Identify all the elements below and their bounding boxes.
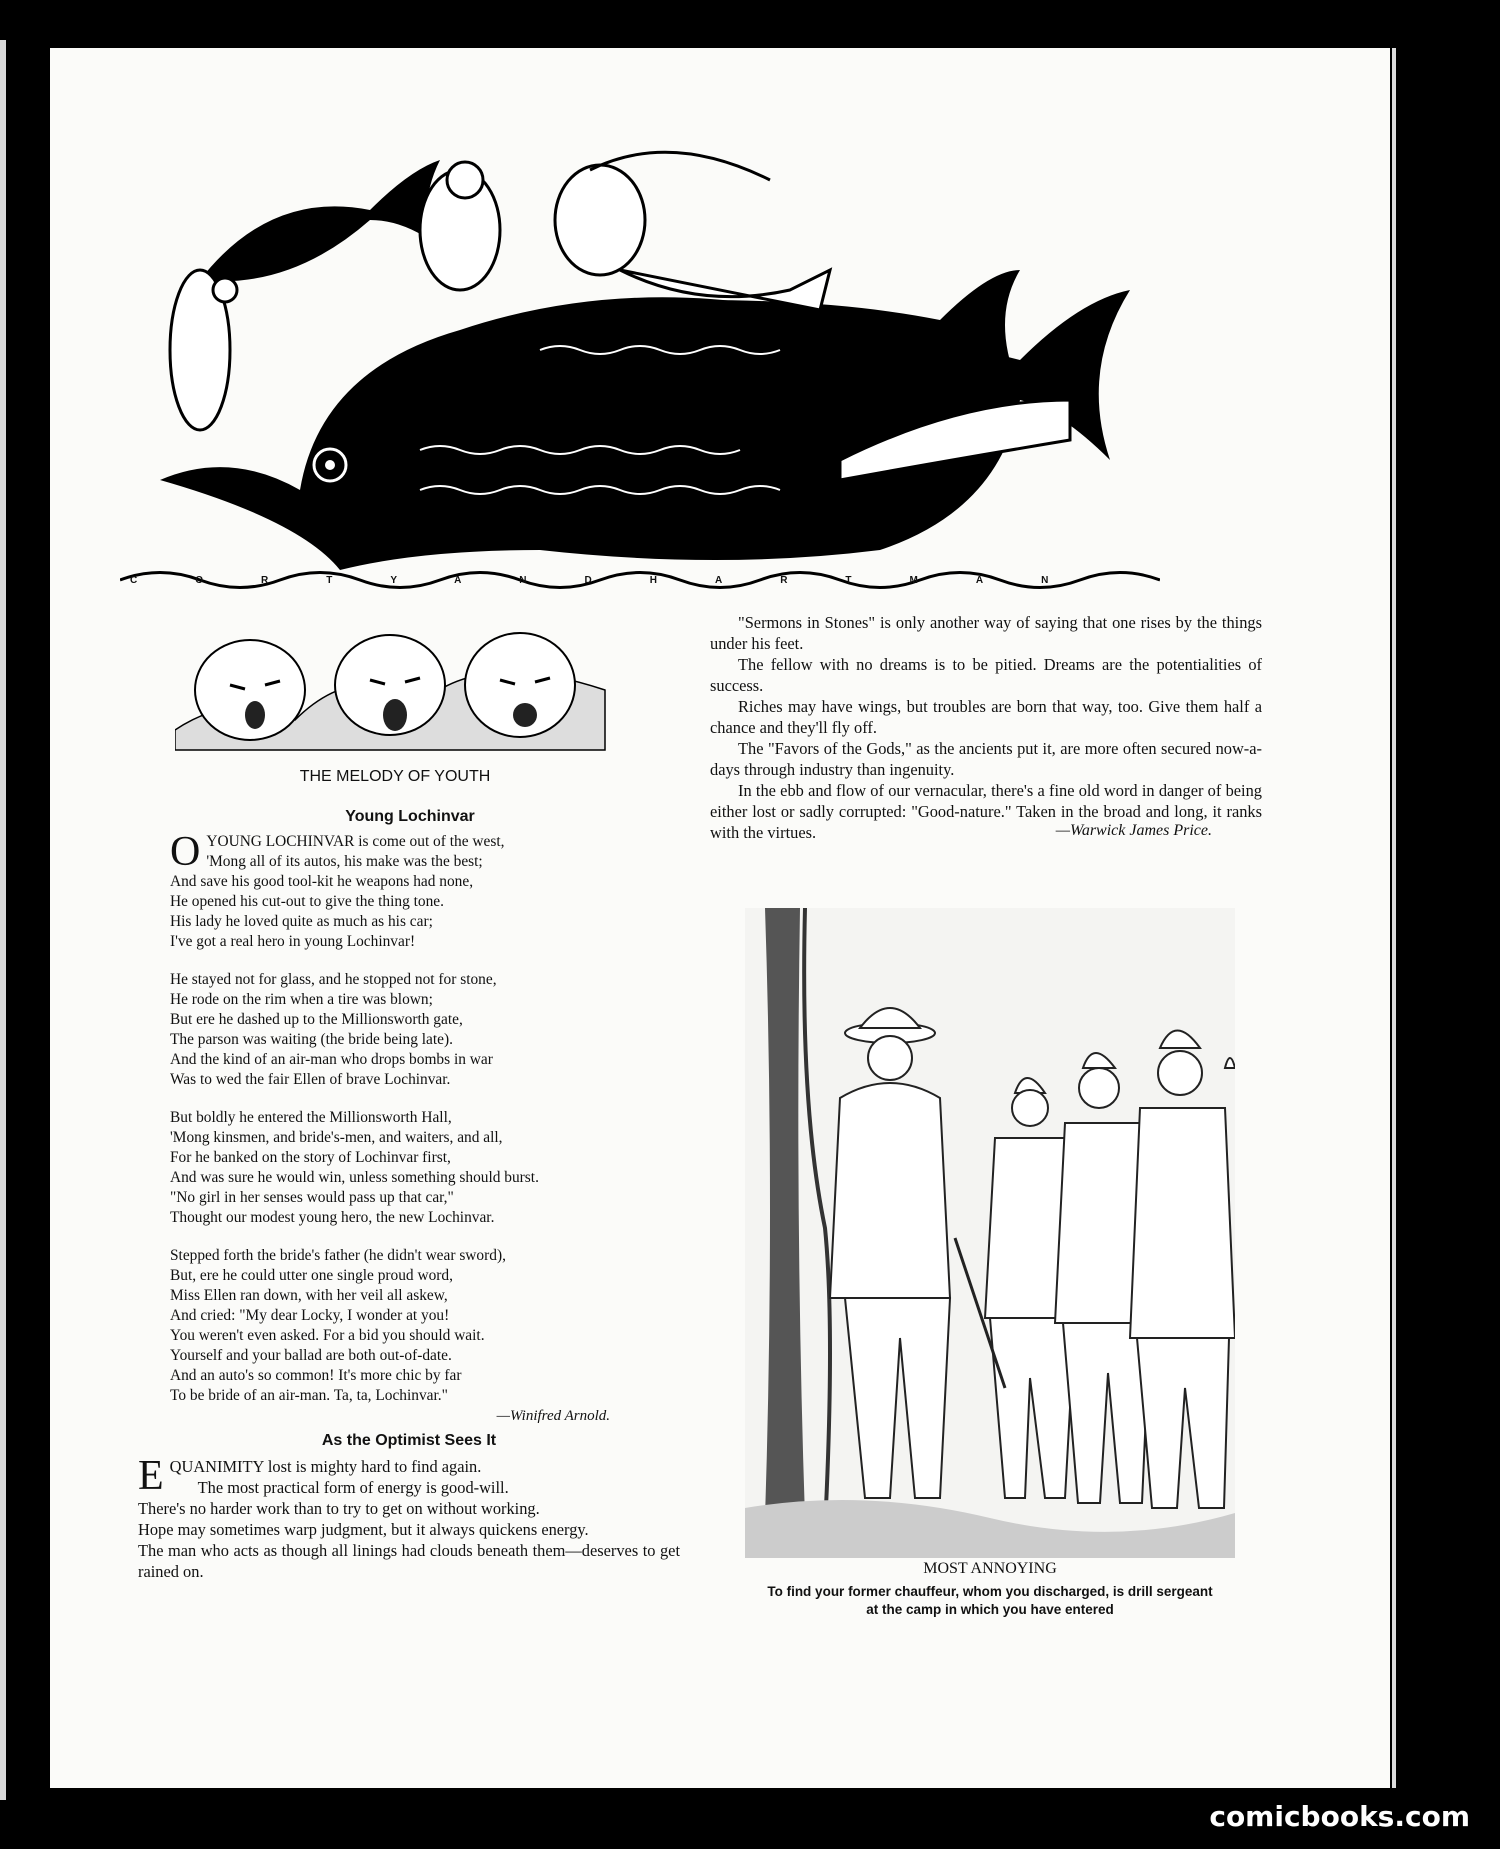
poem-line: But boldly he entered the Millionsworth Hall,: [170, 1109, 452, 1126]
prose-signature: —Warwick James Price.: [1055, 822, 1212, 839]
prose-paragraph: "Sermons in Stones" is only another way of saying that one rises by the things under his feet.: [710, 613, 1262, 653]
poem-line: And was sure he would win, unless something should burst.: [170, 1169, 539, 1186]
poem-line: He rode on the rim when a tire was blown;: [170, 991, 433, 1008]
poem-line: Thought our modest young hero, the new Lochinvar.: [170, 1209, 495, 1226]
crying-babies-illustration: [175, 620, 615, 765]
poem-stanza: [170, 1108, 650, 1228]
poem-title: Young Lochinvar: [345, 808, 475, 825]
poem-line: He stayed not for glass, and he stopped not for stone,: [170, 971, 497, 988]
soldiers-illustration: [745, 908, 1235, 1558]
mermaids-artist-signature: CORTYANDHARTMAN: [130, 575, 1107, 586]
prose-paragraph: The most practical form of energy is good-will.: [197, 1478, 509, 1497]
soldiers-cartoon-caption: [700, 1583, 1280, 1619]
poem-line: Yourself and your ballad are both out-of-date.: [170, 1347, 452, 1364]
site-watermark: comicbooks.com: [1209, 1800, 1470, 1833]
prose-paragraph: Hope may sometimes warp judgment, but it always quickens energy.: [138, 1520, 589, 1539]
poem-line: Was to wed the fair Ellen of brave Lochinvar.: [170, 1071, 451, 1088]
poem-line: "No girl in her senses would pass up that car,": [170, 1189, 454, 1206]
soldiers-caption-line: at the camp in which you have entered: [866, 1602, 1114, 1617]
poem-line: And save his good tool-kit he weapons had none,: [170, 873, 474, 890]
prose-paragraph: Riches may have wings, but troubles are born that way, too. Give them half a chance and they'll fly off.: [710, 697, 1262, 737]
poem-line: 'Mong all of its autos, his make was the best;: [206, 853, 483, 870]
poem-line: And an auto's so common! It's more chic by far: [170, 1367, 462, 1384]
prose-paragraph: The fellow with no dreams is to be pitied. Dreams are the potentialities of success.: [710, 655, 1262, 695]
soldiers-cartoon-title: MOST ANNOYING: [923, 1560, 1057, 1577]
poem-young-lochinvar: [170, 808, 650, 1425]
poem-line: He opened his cut-out to give the thing tone.: [170, 893, 444, 910]
babies-caption: THE MELODY OF YOUTH: [299, 768, 491, 785]
drop-cap: O: [170, 829, 201, 875]
prose-paragraph: There's no harder work than to try to get on without working.: [138, 1499, 540, 1518]
poem-stanza: [170, 1246, 650, 1406]
prose-paragraph: In the ebb and flow of our vernacular, there's a fine old word in danger of being either lost or sadly corrupted: "Good-nature." Taken in the broad and long, it ranks with the virtues.: [710, 781, 1262, 842]
poem-line: The parson was waiting (the bride being late).: [170, 1031, 453, 1048]
poem-line: Miss Ellen ran down, with her veil all askew,: [170, 1287, 448, 1304]
poem-stanza: [170, 970, 650, 1090]
poem-line: You weren't even asked. For a bid you should wait.: [170, 1327, 485, 1344]
drop-cap: E: [138, 1453, 164, 1499]
prose-paragraph: The man who acts as though all linings had clouds beneath them—deserves to get rained on.: [138, 1541, 680, 1581]
page-right-edge: [1392, 48, 1396, 1788]
poem-line: His lady he loved quite as much as his car;: [170, 913, 433, 930]
optimist-title: As the Optimist Sees It: [321, 1432, 497, 1449]
mermaids-fish-illustration: [120, 150, 1160, 600]
sayings-column: [710, 612, 1262, 840]
poem-line: But, ere he could utter one single proud word,: [170, 1267, 453, 1284]
poem-line: YOUNG LOCHINVAR is come out of the west,: [206, 833, 505, 850]
soldiers-caption-line: To find your former chauffeur, whom you discharged, is drill sergeant: [767, 1584, 1213, 1599]
poem-line: To be bride of an air-man. Ta, ta, Lochinvar.": [170, 1387, 448, 1404]
poem-signature: —Winifred Arnold.: [496, 1408, 610, 1424]
facing-page-edge: [0, 40, 6, 1800]
prose-paragraph: The "Favors of the Gods," as the ancients put it, are more often secured now-a-days through industry than ingenuity.: [710, 739, 1262, 779]
poem-line: And the kind of an air-man who drops bombs in war: [170, 1051, 493, 1068]
prose-line: QUANIMITY lost is mighty hard to find again.: [169, 1457, 482, 1476]
poem-line: 'Mong kinsmen, and bride's-men, and waiters, and all,: [170, 1129, 503, 1146]
poem-stanza: [170, 829, 650, 952]
poem-line: I've got a real hero in young Lochinvar!: [170, 933, 416, 950]
optimist-column: [138, 1432, 680, 1582]
poem-line: Stepped forth the bride's father (he didn't wear sword),: [170, 1247, 506, 1264]
poem-line: For he banked on the story of Lochinvar first,: [170, 1149, 451, 1166]
poem-line: And cried: "My dear Locky, I wonder at you!: [170, 1307, 450, 1324]
poem-line: But ere he dashed up to the Millionsworth gate,: [170, 1011, 463, 1028]
